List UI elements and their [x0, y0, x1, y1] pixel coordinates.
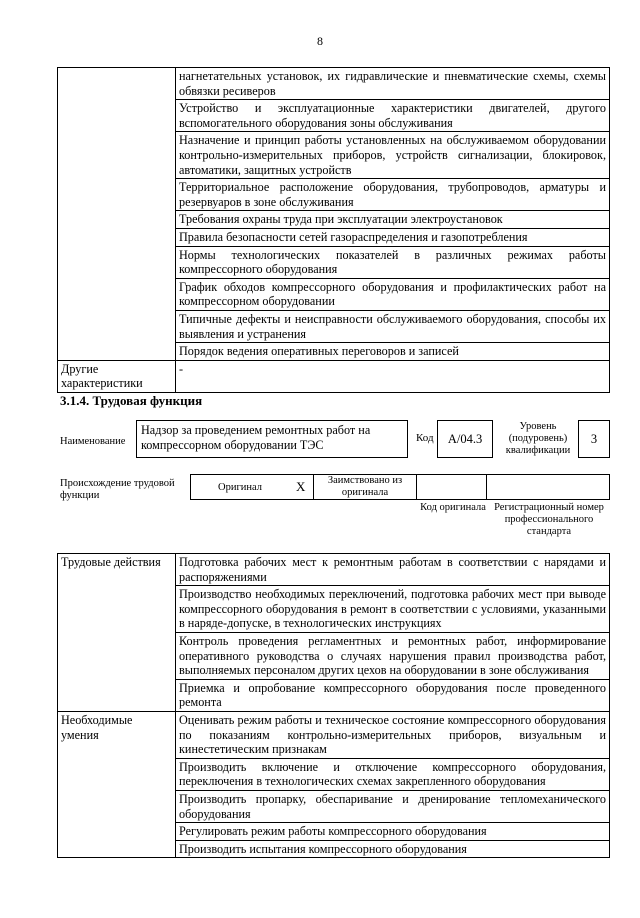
table-cell: Производить включение и отключение компрессорного оборудования, переключения в технологических схемах закрепленного оборудования — [176, 758, 610, 790]
table-cell: - — [176, 360, 610, 392]
table-cell: Оценивать режим работы и техническое состояние компрессорного оборудования по показаниям контрольно-измерительных приборов, визуальным и кинестетическим признакам — [176, 711, 610, 758]
table-cell: Типичные дефекты и неисправности обслуживаемого оборудования, способы их выявления и устранения — [176, 310, 610, 342]
table-row — [58, 68, 610, 100]
row-label: Другие характеристики — [58, 360, 176, 392]
qualification-level: 3 — [578, 420, 610, 458]
table-cell: Производство необходимых переключений, подготовка рабочих мест при выводе компрессорного оборудования в ремонт в соответствии с условиями, указанными в наряде-допуске, в технологических инструкциях — [176, 586, 610, 633]
function-name: Надзор за проведением ремонтных работ на компрессорном оборудовании ТЭС — [136, 420, 408, 458]
row-label — [58, 68, 176, 361]
table-cell: Производить испытания компрессорного оборудования — [176, 840, 610, 858]
original-label: Оригинал — [218, 482, 262, 493]
table-cell: Производить пропарку, обеспаривание и дренирование тепломеханического оборудования — [176, 790, 610, 822]
table-cell: Требования охраны труда при эксплуатации электроустановок — [176, 211, 610, 229]
page-number: 8 — [317, 34, 323, 48]
original-mark: X — [296, 479, 306, 494]
code-original-caption: Код оригинала — [420, 502, 486, 513]
divider — [313, 474, 314, 500]
table-cell: нагнетательных установок, их гидравлические и пневматические схемы, схемы обвязки ресиверов — [176, 68, 610, 100]
function-table — [57, 553, 610, 858]
table-cell: Территориальное расположение оборудования, трубопроводов, арматуры и резервуаров в зоне обслуживания — [176, 179, 610, 211]
level-label: Уровень (подуровень) квалификации — [505, 421, 571, 456]
table-cell: Контроль проведения регламентных и ремонтных работ, информирование оперативного руководства о случаях нарушения правил производства работ, выполняемых персоналом других цехов на оборудовании в зоне обслуживания — [176, 632, 610, 679]
reg-number-caption: Регистрационный номер профессионального стандарта — [494, 502, 604, 537]
table-cell: Порядок ведения оперативных переговоров и записей — [176, 343, 610, 361]
row-label: Трудовые действия — [58, 554, 176, 712]
table-cell: Приемка и опробование компрессорного оборудования после проведенного ремонта — [176, 679, 610, 711]
name-label: Наименование — [60, 436, 126, 447]
table-row — [58, 360, 610, 392]
function-code: A/04.3 — [437, 420, 493, 458]
table-cell: Назначение и принцип работы установленных на обслуживаемом оборудовании контрольно-измерительных приборов, устройств сигнализации, блокировок, автоматики, защитных устройств — [176, 132, 610, 179]
table-row — [58, 554, 610, 586]
table-cell: Подготовка рабочих мест к ремонтным работам в соответствии с нарядами и распоряжениями — [176, 554, 610, 586]
table-cell: График обходов компрессорного оборудования и профилактических работ на компрессорном оборудовании — [176, 278, 610, 310]
borrowed-label: Заимствовано из оригинала — [327, 475, 403, 498]
row-label: Необходимые умения — [58, 711, 176, 857]
origin-label: Происхождение трудовой функции — [60, 478, 175, 501]
table-cell: Нормы технологических показателей в различных режимах работы компрессорного оборудования — [176, 246, 610, 278]
table-row — [58, 711, 610, 758]
divider — [416, 474, 417, 500]
section-heading: 3.1.4. Трудовая функция — [60, 393, 203, 408]
code-label: Код — [416, 432, 434, 444]
table-cell: Устройство и эксплуатационные характеристики двигателей, другого вспомогательного оборудования зоны обслуживания — [176, 100, 610, 132]
divider — [486, 474, 487, 500]
table-cell: Правила безопасности сетей газораспределения и газопотребления — [176, 228, 610, 246]
knowledge-table — [57, 67, 610, 393]
table-cell: Регулировать режим работы компрессорного оборудования — [176, 823, 610, 841]
